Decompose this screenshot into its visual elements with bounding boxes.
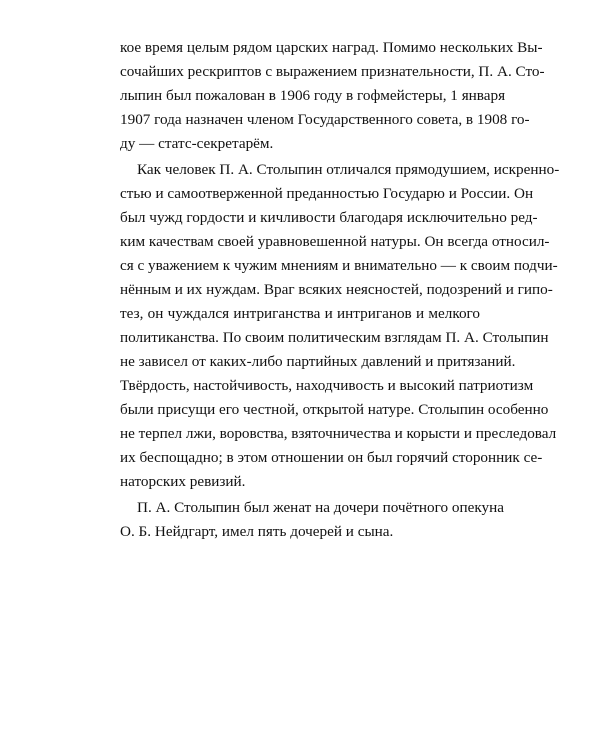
- text-line: 1907 года назначен членом Государственного совета, в 1908 го-: [120, 111, 530, 128]
- text-line: стью и самоотверженной преданностью Государю и России. Он: [120, 185, 534, 202]
- text-line: политиканства. По своим политическим взглядам П. А. Столыпин: [120, 329, 549, 346]
- text-line: ким качествам своей уравновешенной натуры. Он всегда относил-: [120, 233, 550, 250]
- text-line: были присущи его честной, открытой натуре. Столыпин особенно: [120, 401, 549, 418]
- text-line: наторских ревизий.: [120, 473, 246, 490]
- text-line: их беспощадно; в этом отношении он был горячий сторонник се-: [120, 449, 543, 466]
- text-line: О. Б. Нейдгарт, имел пять дочерей и сына.: [120, 523, 394, 540]
- text-line: сочайших рескриптов с выражением признательности, П. А. Сто-: [120, 63, 545, 80]
- paragraph-3: [120, 496, 504, 544]
- text-line: не терпел лжи, воровства, взяточничества и корысти и преследовал: [120, 425, 557, 442]
- text-line: ся с уважением к чужим мнениям и внимательно — к своим подчи-: [120, 257, 558, 274]
- body-text: [120, 36, 560, 544]
- text-line: не зависел от каких-либо партийных давлений и притязаний.: [120, 353, 516, 370]
- text-line: лыпин был пожалован в 1906 году в гофмейстеры, 1 января: [120, 87, 506, 104]
- text-line: ду — статс-секретарём.: [120, 135, 274, 152]
- text-line: тез, он чуждался интриганства и интриганов и мелкого: [120, 305, 480, 322]
- text-line: Твёрдость, настойчивость, находчивость и высокий патриотизм: [120, 377, 534, 394]
- text-line: был чужд гордости и кичливости благодаря исключительно ред-: [120, 209, 538, 226]
- text-line: Как человек П. А. Столыпин отличался прямодушием, искренно-: [137, 161, 560, 178]
- text-line: нённым и их нуждам. Враг всяких неясностей, подозрений и гипо-: [120, 281, 553, 298]
- text-line: кое время целым рядом царских наград. Помимо нескольких Вы-: [120, 39, 543, 56]
- paragraph-1: [120, 36, 545, 156]
- text-line: П. А. Столыпин был женат на дочери почётного опекуна: [137, 499, 504, 516]
- paragraph-2: [120, 158, 560, 494]
